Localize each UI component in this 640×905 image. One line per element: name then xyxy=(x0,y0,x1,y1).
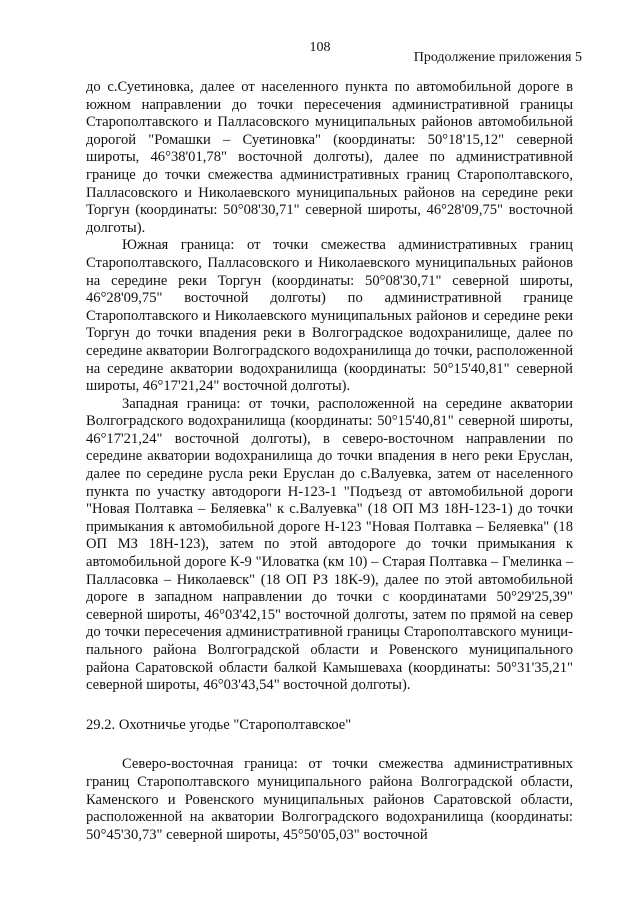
paragraph-continuation: до с.Суетиновка, далее от населенного пункта по автомобильной дороге в южном направлении до точки пересечения административной границы Старополтавского и Палласовского муниципальных районов автомобильной дорогой "Ромашки – Суетиновка" (координаты: 50°18'15,12" северной широты, 46°38'01,78" восточной долготы), далее по административной границе до точки смежества административных границ Старополтавского, Палласовского и Николаевского муниципальных районов на середине реки Торгун (координаты: 50°08'30,71" северной широты, 46°28'09,75" восточной долготы). xyxy=(86,79,573,236)
page-number: 108 xyxy=(309,40,331,55)
paragraph-west-border: Западная граница: от точки, расположенной на середине акватории Волгоградского водохранилища (координаты: 50°15'40,81" северной широты, 46°17'21,24" восточной долготы), в северо-восточном направлении по середине акватории водохранилища до точки впадения в него реки Еруслан, далее по середине русла реки Еруслан до с.Валуевка, затем от населенного пункта по участку автодороги Н-123-1 "Подъезд от автомобильной дороги "Новая Полтавка – Беляевка" к с.Валуевка" (18 ОП МЗ 18Н-123-1) до точки примыкания к автомобильной дороге Н-123 "Новая Полтавка – Беляевка" (18 ОП МЗ 18Н-123), затем по этой автодороге до точки примыкания к автомобильной дороге К-9 "Иловатка (км 10) – Старая Полтавка – Гмелинка – Палласовка – Николаевск" (18 ОП РЗ 18К-9), далее по этой автомобильной дороге в западном направлении до точки с координатами 50°29'25,39" северной широты, 46°03'42,15" восточной долготы, затем по прямой на север до точки пересечения административной границы Старополтавского муниципального района Волгоградской области и Ровенского муниципального района Саратовской области балкой Камышеваха (координаты: 50°31'35,21" северной широты, 46°03'43,54" восточной долготы). xyxy=(86,395,573,694)
continuation-note: Продолжение приложения 5 xyxy=(413,50,582,65)
paragraph-northeast-border: Северо-восточная граница: от точки смежества административных границ Старополтавского муниципального района Волгоградской области, Каменского и Ровенского муниципальных районов Саратовской области, расположенной на акватории Волгоградского водохранилища (координаты: 50°45'30,73" северной широты, 45°50'05,03" восточной xyxy=(86,756,573,843)
document-body xyxy=(86,79,573,844)
section-heading: 29.2. Охотничье угодье "Старополтавское" xyxy=(86,716,352,733)
paragraph-south-border: Южная граница: от точки смежества административных границ Старополтавского, Палласовского и Николаевского муниципальных районов на середине реки Торгун (координаты: 50°08'30,71" северной широты, 46°28'09,75" восточной долготы) по административной границе Старополтавского и Николаевского муниципальных районов и середине реки Торгун до точки впадения реки в Волгоградское водохранилище, далее по середине акватории Волгоградского водохранилища до точки, расположенной на середине акватории водохранилища (координаты: 50°15'40,81" северной широты, 46°17'21,24" восточной долготы). xyxy=(86,237,573,395)
